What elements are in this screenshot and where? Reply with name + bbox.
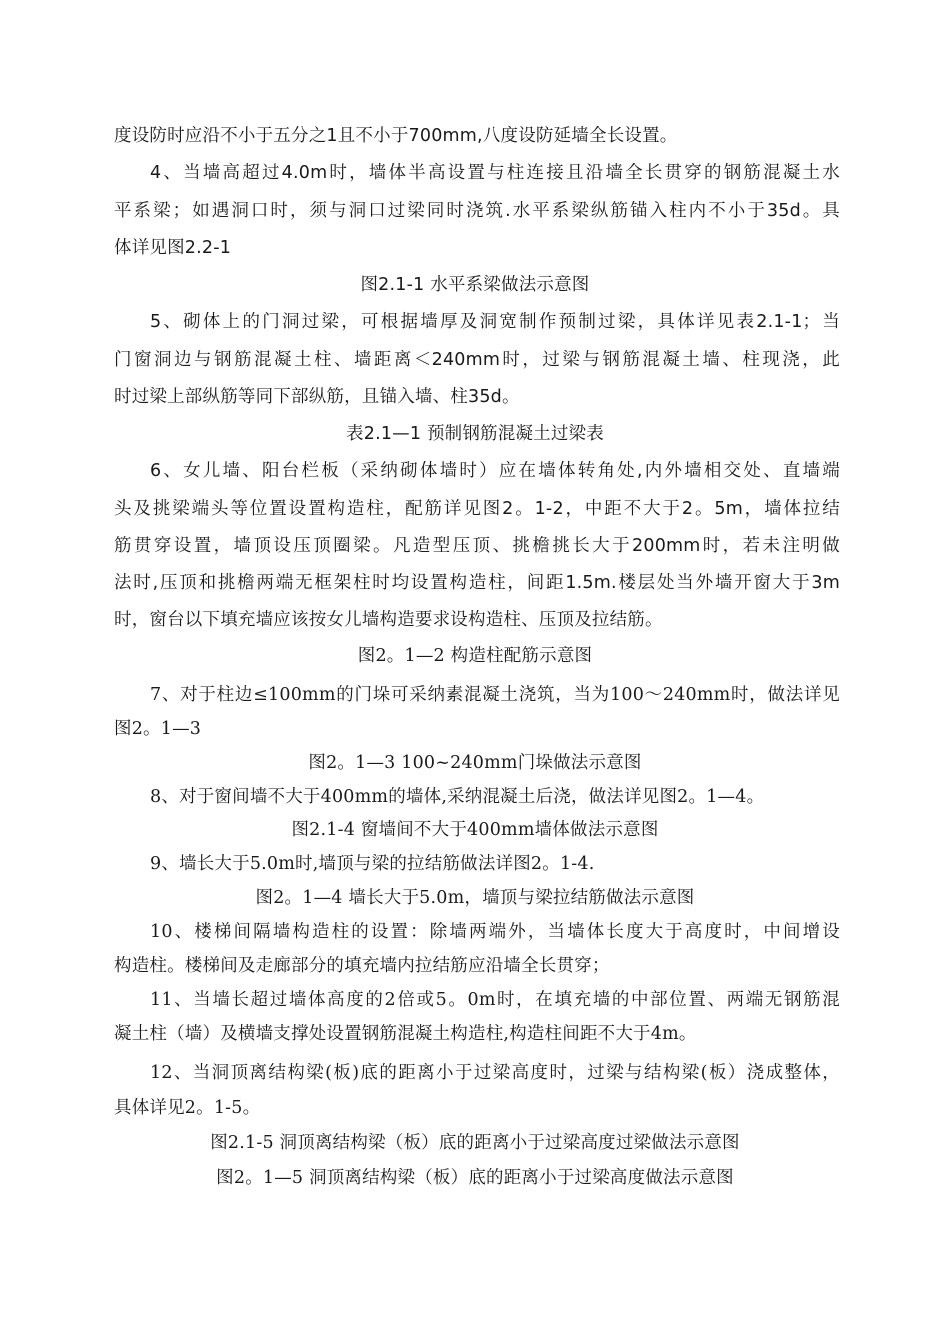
figure-caption: 图2。1—5 洞顶离结构梁（板）底的距离小于过梁高度做法示意图 bbox=[216, 1168, 734, 1188]
paragraph-line: 时，窗台以下填充墙应该按女儿墙构造要求设构造柱、压顶及拉结筋。 bbox=[114, 610, 663, 630]
paragraph-line: 筋贯穿设置，墙顶设压顶圈梁。凡造型压顶、挑檐挑长大于200mm时，若未注明做 bbox=[114, 536, 840, 556]
paragraph-line: 法时,压顶和挑檐两端无框架柱时均设置构造柱，间距1.5m.楼层处当外墙开窗大于3m bbox=[114, 573, 840, 593]
paragraph-line: 度设防时应沿不小于五分之1且不小于700mm,八度设防延墙全长设置。 bbox=[114, 126, 678, 146]
paragraph-line: 凝土柱（墙）及横墙支撑处设置钢筋混凝土构造柱,构造柱间距不大于4m。 bbox=[114, 1024, 697, 1044]
paragraph-line: 头及挑梁端头等位置设置构造柱，配筋详见图2。1-2，中距不大于2。5m，墙体拉结 bbox=[114, 499, 840, 519]
paragraph-line: 11、当墙长超过墙体高度的2倍或5。0m时，在填充墙的中部位置、两端无钢筋混 bbox=[150, 990, 840, 1010]
paragraph-line: 7、对于柱边≤100mm的门垛可采纳素混凝土浇筑，当为100～240mm时，做法详见 bbox=[150, 685, 840, 705]
figure-caption: 图2。1—3 100~240mm门垛做法示意图 bbox=[308, 753, 642, 773]
paragraph-line: 10、楼梯间隔墙构造柱的设置：除墙两端外，当墙体长度大于高度时，中间增设 bbox=[150, 922, 840, 942]
paragraph-line: 时过梁上部纵筋等同下部纵筋，且锚入墙、柱35d。 bbox=[114, 387, 520, 407]
figure-caption: 图2。1—4 墙长大于5.0m，墙顶与梁拉结筋做法示意图 bbox=[255, 888, 695, 908]
paragraph-line: 平系梁；如遇洞口时，须与洞口过梁同时浇筑.水平系梁纵筋锚入柱内不小于35d。具 bbox=[114, 201, 840, 221]
paragraph-line: 体详见图2.2-1 bbox=[114, 238, 232, 258]
paragraph-line: 6、女儿墙、阳台栏板（采纳砌体墙时）应在墙体转角处,内外墙相交处、直墙端 bbox=[150, 461, 840, 481]
paragraph-line: 8、对于窗间墙不大于400mm的墙体,采纳混凝土后浇，做法详见图2。1—4。 bbox=[150, 787, 765, 807]
figure-caption: 图2.1-1 水平系梁做法示意图 bbox=[360, 275, 590, 295]
paragraph-line: 9、墙长大于5.0m时,墙顶与梁的拉结筋做法详图2。1-4. bbox=[150, 854, 595, 874]
paragraph-line: 5、砌体上的门洞过梁，可根据墙厚及洞宽制作预制过梁，具体详见表2.1-1；当 bbox=[150, 312, 840, 332]
paragraph-line: 具体详见2。1-5。 bbox=[114, 1098, 261, 1118]
paragraph-line: 构造柱。楼梯间及走廊部分的填充墙内拉结筋应沿墙全长贯穿； bbox=[114, 956, 610, 976]
table-caption: 表2.1—1 预制钢筋混凝土过梁表 bbox=[346, 424, 604, 444]
paragraph-line: 12、当洞顶离结构梁(板)底的距离小于过梁高度时，过梁与结构梁(板）浇成整体， bbox=[150, 1063, 840, 1083]
figure-caption: 图2.1-5 洞顶离结构梁（板）底的距离小于过梁高度过梁做法示意图 bbox=[210, 1133, 740, 1153]
figure-caption: 图2。1—2 构造柱配筋示意图 bbox=[357, 646, 593, 666]
figure-caption: 图2.1-4 窗墙间不大于400mm墙体做法示意图 bbox=[291, 820, 659, 840]
paragraph-line: 图2。1—3 bbox=[114, 719, 202, 739]
paragraph-line: 4、当墙高超过4.0m时，墙体半高设置与柱连接且沿墙全长贯穿的钢筋混凝土水 bbox=[150, 163, 840, 183]
paragraph-line: 门窗洞边与钢筋混凝土柱、墙距离＜240mm时，过梁与钢筋混凝土墙、柱现浇，此 bbox=[114, 350, 840, 370]
